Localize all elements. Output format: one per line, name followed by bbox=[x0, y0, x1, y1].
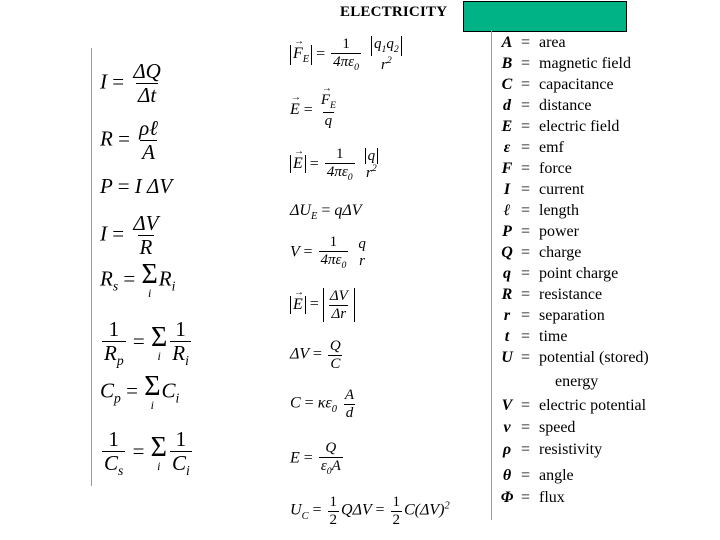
legend-symbol: ρ bbox=[502, 441, 512, 458]
legend-description: point charge bbox=[539, 265, 619, 282]
legend-description: angle bbox=[539, 467, 574, 484]
equation-plate-field: E = $\frac{Q}{\varepsilon_0A}$ bbox=[290, 440, 341, 477]
equation-current-charge: I = $\frac{\Delta Q}{\Delta t}$ bbox=[100, 59, 161, 108]
legend-description: length bbox=[539, 202, 579, 219]
legend-description: resistivity bbox=[539, 441, 603, 458]
legend-description: potential (stored) bbox=[539, 349, 649, 366]
column-divider-left bbox=[91, 48, 92, 486]
equation-parallel-resistance: $\frac{1}{R_p}$ = Σ i $\frac{1}{R_i}$ bbox=[104, 317, 189, 369]
equation-capacitor-energy: $U_C$ = $\frac{1}{2}$ QΔV = $\frac{1}{2}$ $C(\Delta V)^2$ bbox=[290, 494, 450, 528]
legend-description: flux bbox=[539, 489, 565, 506]
equation-field-magnitude: → E = $\frac{1}{4\pi\varepsilon_0}$ q $r^2$ bbox=[290, 146, 382, 183]
legend-description: resistance bbox=[539, 286, 603, 303]
legend-symbol: U bbox=[501, 349, 513, 366]
legend-symbol: E bbox=[501, 118, 513, 135]
legend-symbol: C bbox=[501, 76, 513, 93]
legend-symbol: r bbox=[503, 307, 511, 324]
legend-description: capacitance bbox=[539, 76, 614, 93]
legend-description: force bbox=[539, 160, 572, 177]
legend-description: power bbox=[539, 223, 579, 240]
legend-description: electric potential bbox=[539, 397, 647, 414]
legend-continuation: energy bbox=[555, 373, 599, 390]
equation-ohms-law: I = $\frac{\Delta V}{R}$ bbox=[100, 211, 159, 260]
equation-field-gradient: → E = $\frac{\Delta V}{\Delta r}$ bbox=[290, 288, 355, 322]
equation-parallel-capacitance: $C_p$ = Σ i $C_i$ bbox=[100, 371, 180, 413]
highlight-box bbox=[463, 1, 627, 32]
legend-symbol: v bbox=[503, 419, 511, 436]
legend-symbol: Q bbox=[501, 244, 513, 261]
legend-description: current bbox=[539, 181, 585, 198]
legend-description: separation bbox=[539, 307, 605, 324]
equation-capacitance: $C = \kappa\varepsilon_0$ $\frac{A}{d}$ bbox=[290, 387, 355, 421]
legend-symbol: V bbox=[501, 397, 513, 414]
equation-series-resistance: $R_s$ = Σ i $R_i$ bbox=[100, 259, 176, 301]
legend-symbol: B bbox=[501, 55, 513, 72]
legend-description: emf bbox=[539, 139, 564, 156]
legend-symbol: Φ bbox=[500, 489, 514, 506]
equation-potential-energy: $\Delta U_E = q\Delta V$ bbox=[290, 202, 362, 223]
legend-description: speed bbox=[539, 419, 576, 436]
equation-electric-field: → E = → $\frac{F_E}{q}$ bbox=[290, 92, 340, 129]
equation-electric-potential: V = $\frac{1}{4\pi\varepsilon_0}$ q r bbox=[290, 234, 366, 271]
legend-symbol: A bbox=[501, 34, 513, 51]
legend-symbol: t bbox=[504, 328, 510, 345]
legend-description: time bbox=[539, 328, 568, 345]
legend-symbol: R bbox=[501, 286, 513, 303]
column-divider-right bbox=[491, 30, 492, 520]
equation-power: P = I ΔV bbox=[100, 174, 173, 198]
page-title: ELECTRICITY bbox=[340, 4, 448, 20]
legend-symbol: d bbox=[503, 97, 511, 114]
legend-symbol: θ bbox=[502, 467, 512, 484]
legend-symbol: P bbox=[502, 223, 512, 240]
legend-description: area bbox=[539, 34, 566, 51]
legend-description: distance bbox=[539, 97, 592, 114]
equation-resistance: R = $\frac{\text{ρℓ}}{A}$ bbox=[100, 116, 158, 165]
legend-description: charge bbox=[539, 244, 582, 261]
legend-symbol: ℓ bbox=[503, 202, 511, 219]
legend-symbol: F bbox=[501, 160, 513, 177]
equation-series-capacitance: $\frac{1}{C_s}$ = Σ i $\frac{1}{C_i}$ bbox=[104, 427, 190, 479]
legend-description: electric field bbox=[539, 118, 620, 135]
legend-symbol: I bbox=[503, 181, 511, 198]
legend-description: magnetic field bbox=[539, 55, 631, 72]
legend-symbol: q bbox=[503, 265, 511, 282]
equation-voltage-capacitor: ΔV = $\frac{Q}{C}$ bbox=[290, 338, 341, 372]
equation-coulomb-force: → $F_E$ = $\frac{1}{4\pi\varepsilon_0}$ $q_1q_2$ $r^2$ bbox=[290, 36, 406, 73]
legend-symbol: ε bbox=[503, 139, 511, 156]
